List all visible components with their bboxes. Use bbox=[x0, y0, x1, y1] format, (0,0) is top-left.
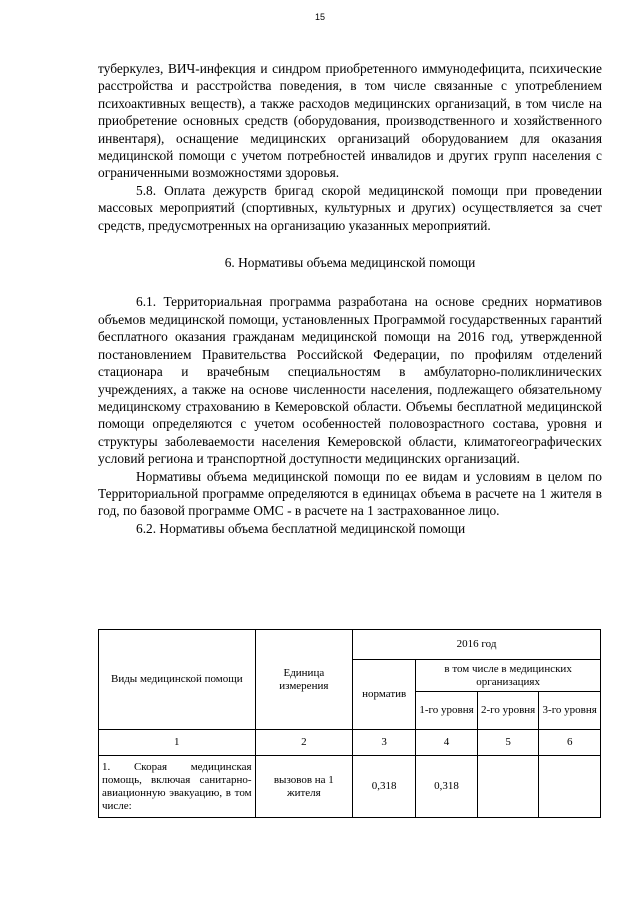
table-header-row bbox=[99, 630, 601, 660]
document-body bbox=[98, 60, 602, 537]
header-including: в том числе в медицинских организациях bbox=[416, 660, 601, 692]
header-unit: Единица измерения bbox=[255, 630, 353, 730]
cell-level-1: 0,318 bbox=[416, 756, 478, 818]
header-level-1: 1-го уровня bbox=[416, 692, 478, 730]
paragraph-6-1: 6.1. Территориальная программа разработана на основе средних нормативов объемов медицинской помощи, установленных Программой государственных гарантий бесплатного оказания гражданам медицинской помощи на 2016 год, утвержденной постановлением Правительства Российской Федерации, по профилям отделений стационара и врачебным специальностям в амбулаторно-поликлинических учреждениях, а также на основе численности населения, подлежащего обязательному медицинскому страхованию в Кемеровской области. Объемы бесплатной медицинской помощи определяются с учетом особенностей половозрастного состава, уровня и структуры заболеваемости населения Кемеровской области, климатогеографических условий региона и транспортной доступности медицинских организаций. bbox=[98, 294, 602, 467]
paragraph-6-2-title: 6.2. Нормативы объема бесплатной медицинской помощи bbox=[136, 520, 466, 536]
cell-unit: вызовов на 1 жителя bbox=[255, 756, 353, 818]
paragraph-norms-units: Нормативы объема медицинской помощи по ее видам и условиям в целом по Территориальной программе определяются в единицах объема в расчете на 1 жителя в год, по базовой программе ОМС - в расчете на 1 застрахованное лицо. bbox=[98, 468, 602, 519]
column-number: 4 bbox=[416, 730, 478, 756]
table-row bbox=[99, 756, 601, 818]
norms-table bbox=[98, 629, 601, 818]
header-level-3: 3-го уровня bbox=[539, 692, 601, 730]
cell-level-2 bbox=[477, 756, 539, 818]
column-number: 3 bbox=[353, 730, 416, 756]
header-level-2: 2-го уровня bbox=[477, 692, 539, 730]
cell-norm: 0,318 bbox=[353, 756, 416, 818]
section-heading: 6. Нормативы объема медицинской помощи bbox=[224, 255, 476, 271]
column-number: 5 bbox=[477, 730, 539, 756]
column-number: 2 bbox=[255, 730, 353, 756]
paragraph-continuation: туберкулез, ВИЧ-инфекция и синдром приобретенного иммунодефицита, психические расстройства и расстройства поведения, в том числе связанные с употреблением психоактивных веществ), а также расходов медицинских организаций, в том числе на приобретение основных средств (оборудования, производственного и хозяйственного инвентаря), оснащение медицинских организаций оборудованием для оказания медицинской помощи с учетом потребностей инвалидов и других групп населения с ограниченными возможностями здоровья. bbox=[98, 61, 602, 181]
page-number: 15 bbox=[314, 12, 325, 22]
paragraph-5-8: 5.8. Оплата дежурств бригад скорой медицинской помощи при проведении массовых мероприятий (спортивных, культурных и других) осуществляется за счет средств, предусмотренных на организацию указанных мероприятий. bbox=[98, 182, 602, 233]
header-norm: норматив bbox=[353, 660, 416, 730]
cell-type: 1. Скорая медицинская помощь, включая санитарно-авиационную эвакуацию, в том числе: bbox=[99, 756, 256, 818]
column-number: 1 bbox=[99, 730, 256, 756]
column-number: 6 bbox=[539, 730, 601, 756]
header-types: Виды медицинской помощи bbox=[99, 630, 256, 730]
cell-level-3 bbox=[539, 756, 601, 818]
header-year: 2016 год bbox=[353, 630, 601, 660]
table-number-row bbox=[99, 730, 601, 756]
